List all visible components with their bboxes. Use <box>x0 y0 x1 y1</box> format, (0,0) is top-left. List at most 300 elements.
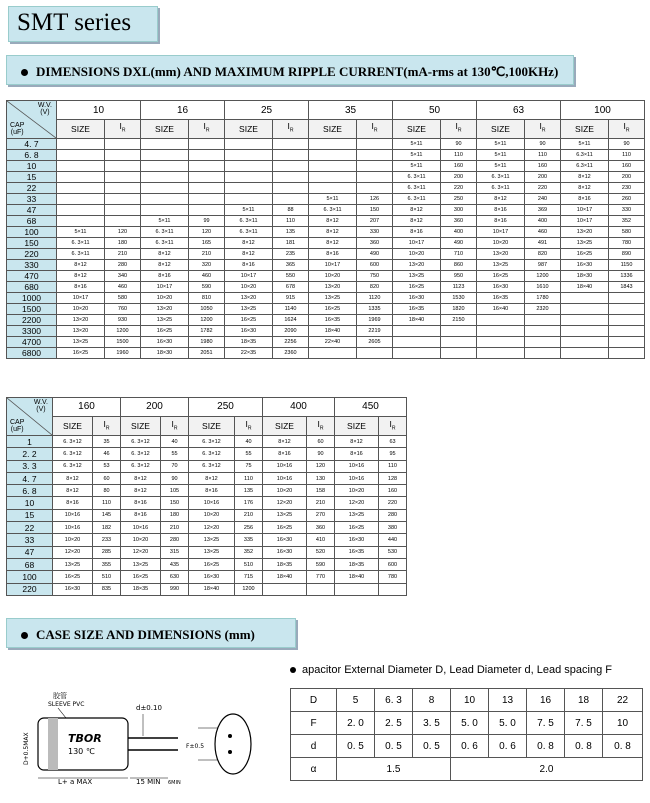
ripple-cell: 220 <box>379 497 407 509</box>
ripple-cell: 210 <box>161 522 189 534</box>
size-cell: 16×30 <box>189 571 235 583</box>
dimension-value: 22 <box>603 689 643 712</box>
ripple-cell <box>307 583 335 595</box>
size-cell: 8×16 <box>335 448 379 460</box>
ripple-cell: 1500 <box>105 337 141 348</box>
ripple-cell: 510 <box>235 558 263 570</box>
ripple-cell <box>105 205 141 216</box>
ripple-cell: 256 <box>235 522 263 534</box>
ripple-cell: 105 <box>161 485 189 497</box>
dimension-value: 0. 8 <box>603 735 643 758</box>
capacitance-cell: 6. 8 <box>7 150 57 161</box>
size-cell: 13×20 <box>57 315 105 326</box>
ripple-cell <box>105 150 141 161</box>
ripple-cell <box>441 348 477 359</box>
ripple-cell: 120 <box>105 227 141 238</box>
size-header: SIZE <box>57 120 105 139</box>
voltage-header: 450 <box>335 398 407 417</box>
ripple-cell: 360 <box>307 522 335 534</box>
ripple-cell: 176 <box>235 497 263 509</box>
ripple-cell: 315 <box>161 546 189 558</box>
size-cell: 8×16 <box>225 260 273 271</box>
ripple-cell: 128 <box>379 472 407 484</box>
ripple-current-header <box>93 417 121 436</box>
bullet-icon <box>21 69 28 76</box>
ripple-cell: 930 <box>105 315 141 326</box>
size-cell <box>225 183 273 194</box>
capacitance-cell: 15 <box>7 172 57 183</box>
size-cell: 18×40 <box>335 571 379 583</box>
ripple-cell: 160 <box>609 161 645 172</box>
size-cell: 18×40 <box>263 571 307 583</box>
size-cell: 13×25 <box>189 546 235 558</box>
dimension-value: 5. 0 <box>451 712 489 735</box>
ir-label: I <box>203 121 206 132</box>
size-cell: 6. 3×11 <box>393 183 441 194</box>
ripple-cell: 2150 <box>441 315 477 326</box>
size-cell: 16×35 <box>335 546 379 558</box>
ripple-cell: 55 <box>235 448 263 460</box>
ripple-current-header <box>609 120 645 139</box>
ripple-cell: 160 <box>441 161 477 172</box>
ripple-cell: 440 <box>379 534 407 546</box>
ripple-cell <box>357 139 393 150</box>
size-cell: 10×16 <box>53 509 93 521</box>
size-cell: 8×16 <box>477 205 525 216</box>
ripple-cell: 590 <box>189 282 225 293</box>
ir-subscript: R <box>121 127 126 134</box>
size-cell: 5×11 <box>225 205 273 216</box>
size-cell: 8×12 <box>309 227 357 238</box>
ripple-cell: 270 <box>307 509 335 521</box>
ripple-cell: 2605 <box>357 337 393 348</box>
size-cell: 10×20 <box>141 293 189 304</box>
capacitor-end-view <box>215 714 251 774</box>
size-cell: 10×17 <box>309 260 357 271</box>
table-row <box>7 436 407 448</box>
table-row <box>7 172 645 183</box>
dimension-value: 0. 5 <box>375 735 413 758</box>
ripple-cell <box>105 139 141 150</box>
ir-subscript: R <box>105 425 110 432</box>
size-cell: 5×11 <box>57 227 105 238</box>
ripple-cell: 235 <box>273 249 309 260</box>
ripple-cell: 35 <box>93 436 121 448</box>
size-cell: 10×20 <box>263 485 307 497</box>
size-cell: 8×12 <box>263 436 307 448</box>
size-cell: 18×35 <box>121 583 161 595</box>
ripple-cell: 110 <box>525 150 561 161</box>
bullet-icon <box>290 667 296 673</box>
table-row <box>7 315 645 326</box>
capacitance-cell: 6800 <box>7 348 57 359</box>
size-cell: 16×25 <box>141 326 189 337</box>
size-cell: 6. 3×11 <box>477 183 525 194</box>
ripple-cell: 990 <box>161 583 189 595</box>
size-cell <box>309 348 357 359</box>
size-cell: 6. 3×11 <box>225 227 273 238</box>
ripple-cell: 2320 <box>525 304 561 315</box>
capacitance-cell: 10 <box>7 497 53 509</box>
ripple-cell: 460 <box>189 271 225 282</box>
case-size-table <box>290 688 643 781</box>
ripple-cell: 60 <box>307 436 335 448</box>
voltage-header: 16 <box>141 101 225 120</box>
ripple-cell: 580 <box>105 293 141 304</box>
ripple-cell: 1336 <box>609 271 645 282</box>
ripple-cell: 1200 <box>189 315 225 326</box>
ripple-cell: 280 <box>161 534 189 546</box>
ripple-cell <box>189 172 225 183</box>
table-row <box>7 326 645 337</box>
size-cell <box>561 348 609 359</box>
ir-label: I <box>287 121 290 132</box>
size-cell: 16×25 <box>477 271 525 282</box>
table-row <box>7 161 645 172</box>
size-cell <box>477 348 525 359</box>
ripple-cell: 491 <box>525 238 561 249</box>
ripple-cell: 220 <box>525 183 561 194</box>
size-cell: 8×16 <box>53 497 93 509</box>
size-cell: 16×25 <box>309 304 357 315</box>
ir-subscript: R <box>205 127 210 134</box>
table-row <box>7 282 645 293</box>
size-header: SIZE <box>141 120 189 139</box>
ripple-cell <box>105 183 141 194</box>
ripple-cell <box>357 172 393 183</box>
size-cell: 10×20 <box>53 534 93 546</box>
ripple-cell: 75 <box>235 460 263 472</box>
table-row <box>7 271 645 282</box>
ripple-cell: 810 <box>189 293 225 304</box>
capacitance-cell: 2. 2 <box>7 448 53 460</box>
size-cell: 18×30 <box>561 271 609 282</box>
voltage-header: 10 <box>57 101 141 120</box>
ir-label: I <box>455 121 458 132</box>
size-cell <box>57 183 105 194</box>
table-row <box>7 260 645 271</box>
section-dimensions-title: DIMENSIONS DXL(mm) AND MAXIMUM RIPPLE CURRENT(mA-rms at 130℃,100KHz) <box>36 64 559 79</box>
table-row <box>7 522 407 534</box>
ripple-cell: 352 <box>235 546 263 558</box>
size-cell <box>477 315 525 326</box>
size-cell: 8×16 <box>141 271 189 282</box>
ripple-current-header <box>441 120 477 139</box>
ripple-cell: 1050 <box>189 304 225 315</box>
size-cell: 8×16 <box>189 485 235 497</box>
ripple-cell: 110 <box>273 216 309 227</box>
size-cell: 8×12 <box>121 472 161 484</box>
ripple-current-header <box>273 120 309 139</box>
size-cell: 8×12 <box>561 172 609 183</box>
ripple-cell: 1843 <box>609 282 645 293</box>
ripple-cell: 530 <box>379 546 407 558</box>
ripple-current-header <box>189 120 225 139</box>
capacitance-cell: 33 <box>7 194 57 205</box>
ripple-cell: 340 <box>105 271 141 282</box>
ripple-cell <box>357 150 393 161</box>
bullet-icon <box>21 632 28 639</box>
table-row <box>7 534 407 546</box>
size-cell: 16×35 <box>477 293 525 304</box>
ripple-cell: 135 <box>235 485 263 497</box>
ripple-cell: 233 <box>93 534 121 546</box>
ripple-cell: 60 <box>93 472 121 484</box>
ripple-cell <box>189 194 225 205</box>
ripple-cell: 2256 <box>273 337 309 348</box>
series-title: SMT series <box>8 6 158 42</box>
capacitance-cell: 4. 7 <box>7 472 53 484</box>
size-cell <box>57 172 105 183</box>
ripple-cell: 200 <box>609 172 645 183</box>
size-cell: 6.3×11 <box>561 150 609 161</box>
size-cell <box>225 172 273 183</box>
table-row <box>7 150 645 161</box>
capacitance-cell: 4700 <box>7 337 57 348</box>
ripple-cell: 180 <box>105 238 141 249</box>
ir-label: I <box>103 418 106 429</box>
size-cell: 8×12 <box>309 216 357 227</box>
ripple-cell: 915 <box>273 293 309 304</box>
dimension-value: 13 <box>489 689 527 712</box>
ir-subscript: R <box>319 425 324 432</box>
size-cell: 16×30 <box>225 326 273 337</box>
dimension-value: 7. 5 <box>527 712 565 735</box>
size-cell: 8×12 <box>225 249 273 260</box>
ripple-cell <box>441 337 477 348</box>
capacitance-cell: 100 <box>7 227 57 238</box>
voltage-header: 250 <box>189 398 263 417</box>
ripple-cell: 410 <box>307 534 335 546</box>
ripple-cell: 145 <box>93 509 121 521</box>
ripple-cell: 182 <box>93 522 121 534</box>
size-cell: 5×11 <box>393 150 441 161</box>
size-cell: 13×20 <box>225 293 273 304</box>
table-row <box>7 546 407 558</box>
capacitance-cell: 1500 <box>7 304 57 315</box>
ripple-cell: 1200 <box>525 271 561 282</box>
size-cell: 13×25 <box>121 558 161 570</box>
ripple-cell <box>273 139 309 150</box>
ir-subscript: R <box>457 127 462 134</box>
table-row <box>7 583 407 595</box>
size-cell: 5×11 <box>477 161 525 172</box>
size-cell: 5×11 <box>561 139 609 150</box>
ir-label: I <box>623 121 626 132</box>
brand-logo: TBOR <box>68 732 102 745</box>
size-cell: 18×35 <box>225 337 273 348</box>
ripple-cell: 460 <box>105 282 141 293</box>
ripple-cell: 260 <box>609 194 645 205</box>
ripple-current-header <box>525 120 561 139</box>
caption-text: apacitor External Diameter D, Lead Diameter d, Lead spacing F <box>302 664 612 676</box>
capacitance-cell: 68 <box>7 216 57 227</box>
ripple-cell: 1335 <box>357 304 393 315</box>
ripple-cell: 820 <box>357 282 393 293</box>
table-row <box>7 205 645 216</box>
section-dimensions-header <box>6 55 574 85</box>
cap-unit: (uF) <box>10 129 24 136</box>
ripple-cell: 300 <box>441 205 477 216</box>
size-cell <box>225 139 273 150</box>
ripple-cell <box>273 194 309 205</box>
ripple-cell: 88 <box>273 205 309 216</box>
dimension-value: 18 <box>565 689 603 712</box>
ripple-cell: 130 <box>307 472 335 484</box>
ripple-cell <box>189 161 225 172</box>
ripple-cell <box>441 326 477 337</box>
size-cell <box>57 205 105 216</box>
ripple-cell: 360 <box>441 216 477 227</box>
size-cell <box>309 183 357 194</box>
ripple-cell: 200 <box>441 172 477 183</box>
size-cell: 13×20 <box>393 260 441 271</box>
size-cell: 8×12 <box>141 249 189 260</box>
capacitance-cell: 100 <box>7 571 53 583</box>
diameter-label: D+0.5MAX <box>23 732 30 765</box>
size-cell <box>309 161 357 172</box>
size-cell: 16×30 <box>335 534 379 546</box>
voltage-header: 25 <box>225 101 309 120</box>
size-cell: 6. 3×11 <box>141 227 189 238</box>
table-row <box>7 216 645 227</box>
ripple-cell: 70 <box>161 460 189 472</box>
ripple-cell: 285 <box>93 546 121 558</box>
size-cell: 16×30 <box>393 293 441 304</box>
section-case-size-title: CASE SIZE AND DIMENSIONS (mm) <box>36 627 255 642</box>
ripple-cell: 240 <box>525 194 561 205</box>
size-cell: 13×20 <box>57 326 105 337</box>
alpha-small: 1.5 <box>337 758 451 781</box>
table-row <box>7 558 407 570</box>
ripple-cell: 280 <box>379 509 407 521</box>
size-cell: 10×16 <box>189 497 235 509</box>
size-cell: 10×20 <box>477 238 525 249</box>
size-cell: 8×12 <box>477 194 525 205</box>
ripple-cell: 2360 <box>273 348 309 359</box>
size-cell: 8×12 <box>309 238 357 249</box>
ripple-cell <box>105 172 141 183</box>
ripple-cell: 678 <box>273 282 309 293</box>
size-cell: 8×12 <box>225 238 273 249</box>
capacitance-cell: 22 <box>7 183 57 194</box>
size-cell: 13×25 <box>335 509 379 521</box>
ripple-cell: 63 <box>379 436 407 448</box>
ripple-cell: 90 <box>525 139 561 150</box>
ripple-current-header <box>307 417 335 436</box>
dimension-value: 8 <box>413 689 451 712</box>
dimension-value: 0. 6 <box>451 735 489 758</box>
lead-length-label: 15 MIN <box>136 778 161 786</box>
size-cell <box>309 150 357 161</box>
size-cell: 10×16 <box>121 522 161 534</box>
size-cell: 8×16 <box>263 448 307 460</box>
size-cell: 10×20 <box>57 304 105 315</box>
ripple-cell: 330 <box>357 227 393 238</box>
size-cell: 12×20 <box>53 546 93 558</box>
ripple-cell: 126 <box>357 194 393 205</box>
sleeve-label: SLEEVE PVC <box>48 701 85 708</box>
size-cell: 6. 3×12 <box>121 436 161 448</box>
size-cell: 16×30 <box>141 337 189 348</box>
section-case-size-header <box>6 618 296 648</box>
size-cell: 13×25 <box>141 315 189 326</box>
ripple-cell: 95 <box>379 448 407 460</box>
ripple-cell <box>379 583 407 595</box>
size-cell: 10×17 <box>477 227 525 238</box>
table-row <box>7 249 645 260</box>
ripple-cell: 400 <box>525 216 561 227</box>
ripple-current-header <box>235 417 263 436</box>
ripple-cell <box>357 183 393 194</box>
size-header: SIZE <box>189 417 235 436</box>
size-cell <box>57 161 105 172</box>
size-cell: 13×25 <box>561 238 609 249</box>
alpha-large: 2.0 <box>451 758 643 781</box>
ripple-cell: 760 <box>105 304 141 315</box>
dimension-value: 2. 0 <box>337 712 375 735</box>
ripple-cell: 2051 <box>189 348 225 359</box>
size-cell <box>225 150 273 161</box>
ripple-cell <box>105 194 141 205</box>
capacitance-cell: 33 <box>7 534 53 546</box>
ripple-cell: 1980 <box>189 337 225 348</box>
size-cell: 10×20 <box>189 509 235 521</box>
size-cell: 12×20 <box>189 522 235 534</box>
ir-label: I <box>317 418 320 429</box>
table-row <box>7 472 407 484</box>
ripple-cell: 40 <box>235 436 263 448</box>
table-row <box>7 139 645 150</box>
table-row <box>7 304 645 315</box>
ripple-cell: 135 <box>273 227 309 238</box>
capacitance-cell: 680 <box>7 282 57 293</box>
ripple-current-header <box>357 120 393 139</box>
capacitance-cell: 68 <box>7 558 53 570</box>
ripple-cell: 90 <box>609 139 645 150</box>
size-cell: 8×12 <box>141 260 189 271</box>
size-cell <box>141 194 189 205</box>
size-cell: 8×12 <box>121 485 161 497</box>
size-cell: 10×20 <box>225 282 273 293</box>
ir-subscript: R <box>391 425 396 432</box>
ripple-cell: 80 <box>93 485 121 497</box>
dimension-value: 0. 5 <box>413 735 451 758</box>
ripple-cell: 400 <box>441 227 477 238</box>
ripple-cell: 590 <box>307 558 335 570</box>
ripple-cell: 490 <box>441 238 477 249</box>
size-cell: 6. 3×11 <box>225 216 273 227</box>
ripple-cell <box>357 161 393 172</box>
ripple-cell: 950 <box>441 271 477 282</box>
size-cell: 13×25 <box>57 337 105 348</box>
size-cell: 13×25 <box>309 293 357 304</box>
ripple-cell: 1780 <box>525 293 561 304</box>
size-cell: 10×20 <box>393 249 441 260</box>
dimension-label: d <box>291 735 337 758</box>
ir-label: I <box>245 418 248 429</box>
ripple-cell: 1820 <box>441 304 477 315</box>
ripple-cell: 380 <box>379 522 407 534</box>
size-cell: 6. 3×11 <box>141 238 189 249</box>
ripple-cell: 352 <box>609 216 645 227</box>
size-cell <box>561 293 609 304</box>
size-cell <box>309 172 357 183</box>
ripple-cell: 110 <box>441 150 477 161</box>
size-header: SIZE <box>561 120 609 139</box>
size-cell <box>225 194 273 205</box>
ripple-cell: 355 <box>93 558 121 570</box>
